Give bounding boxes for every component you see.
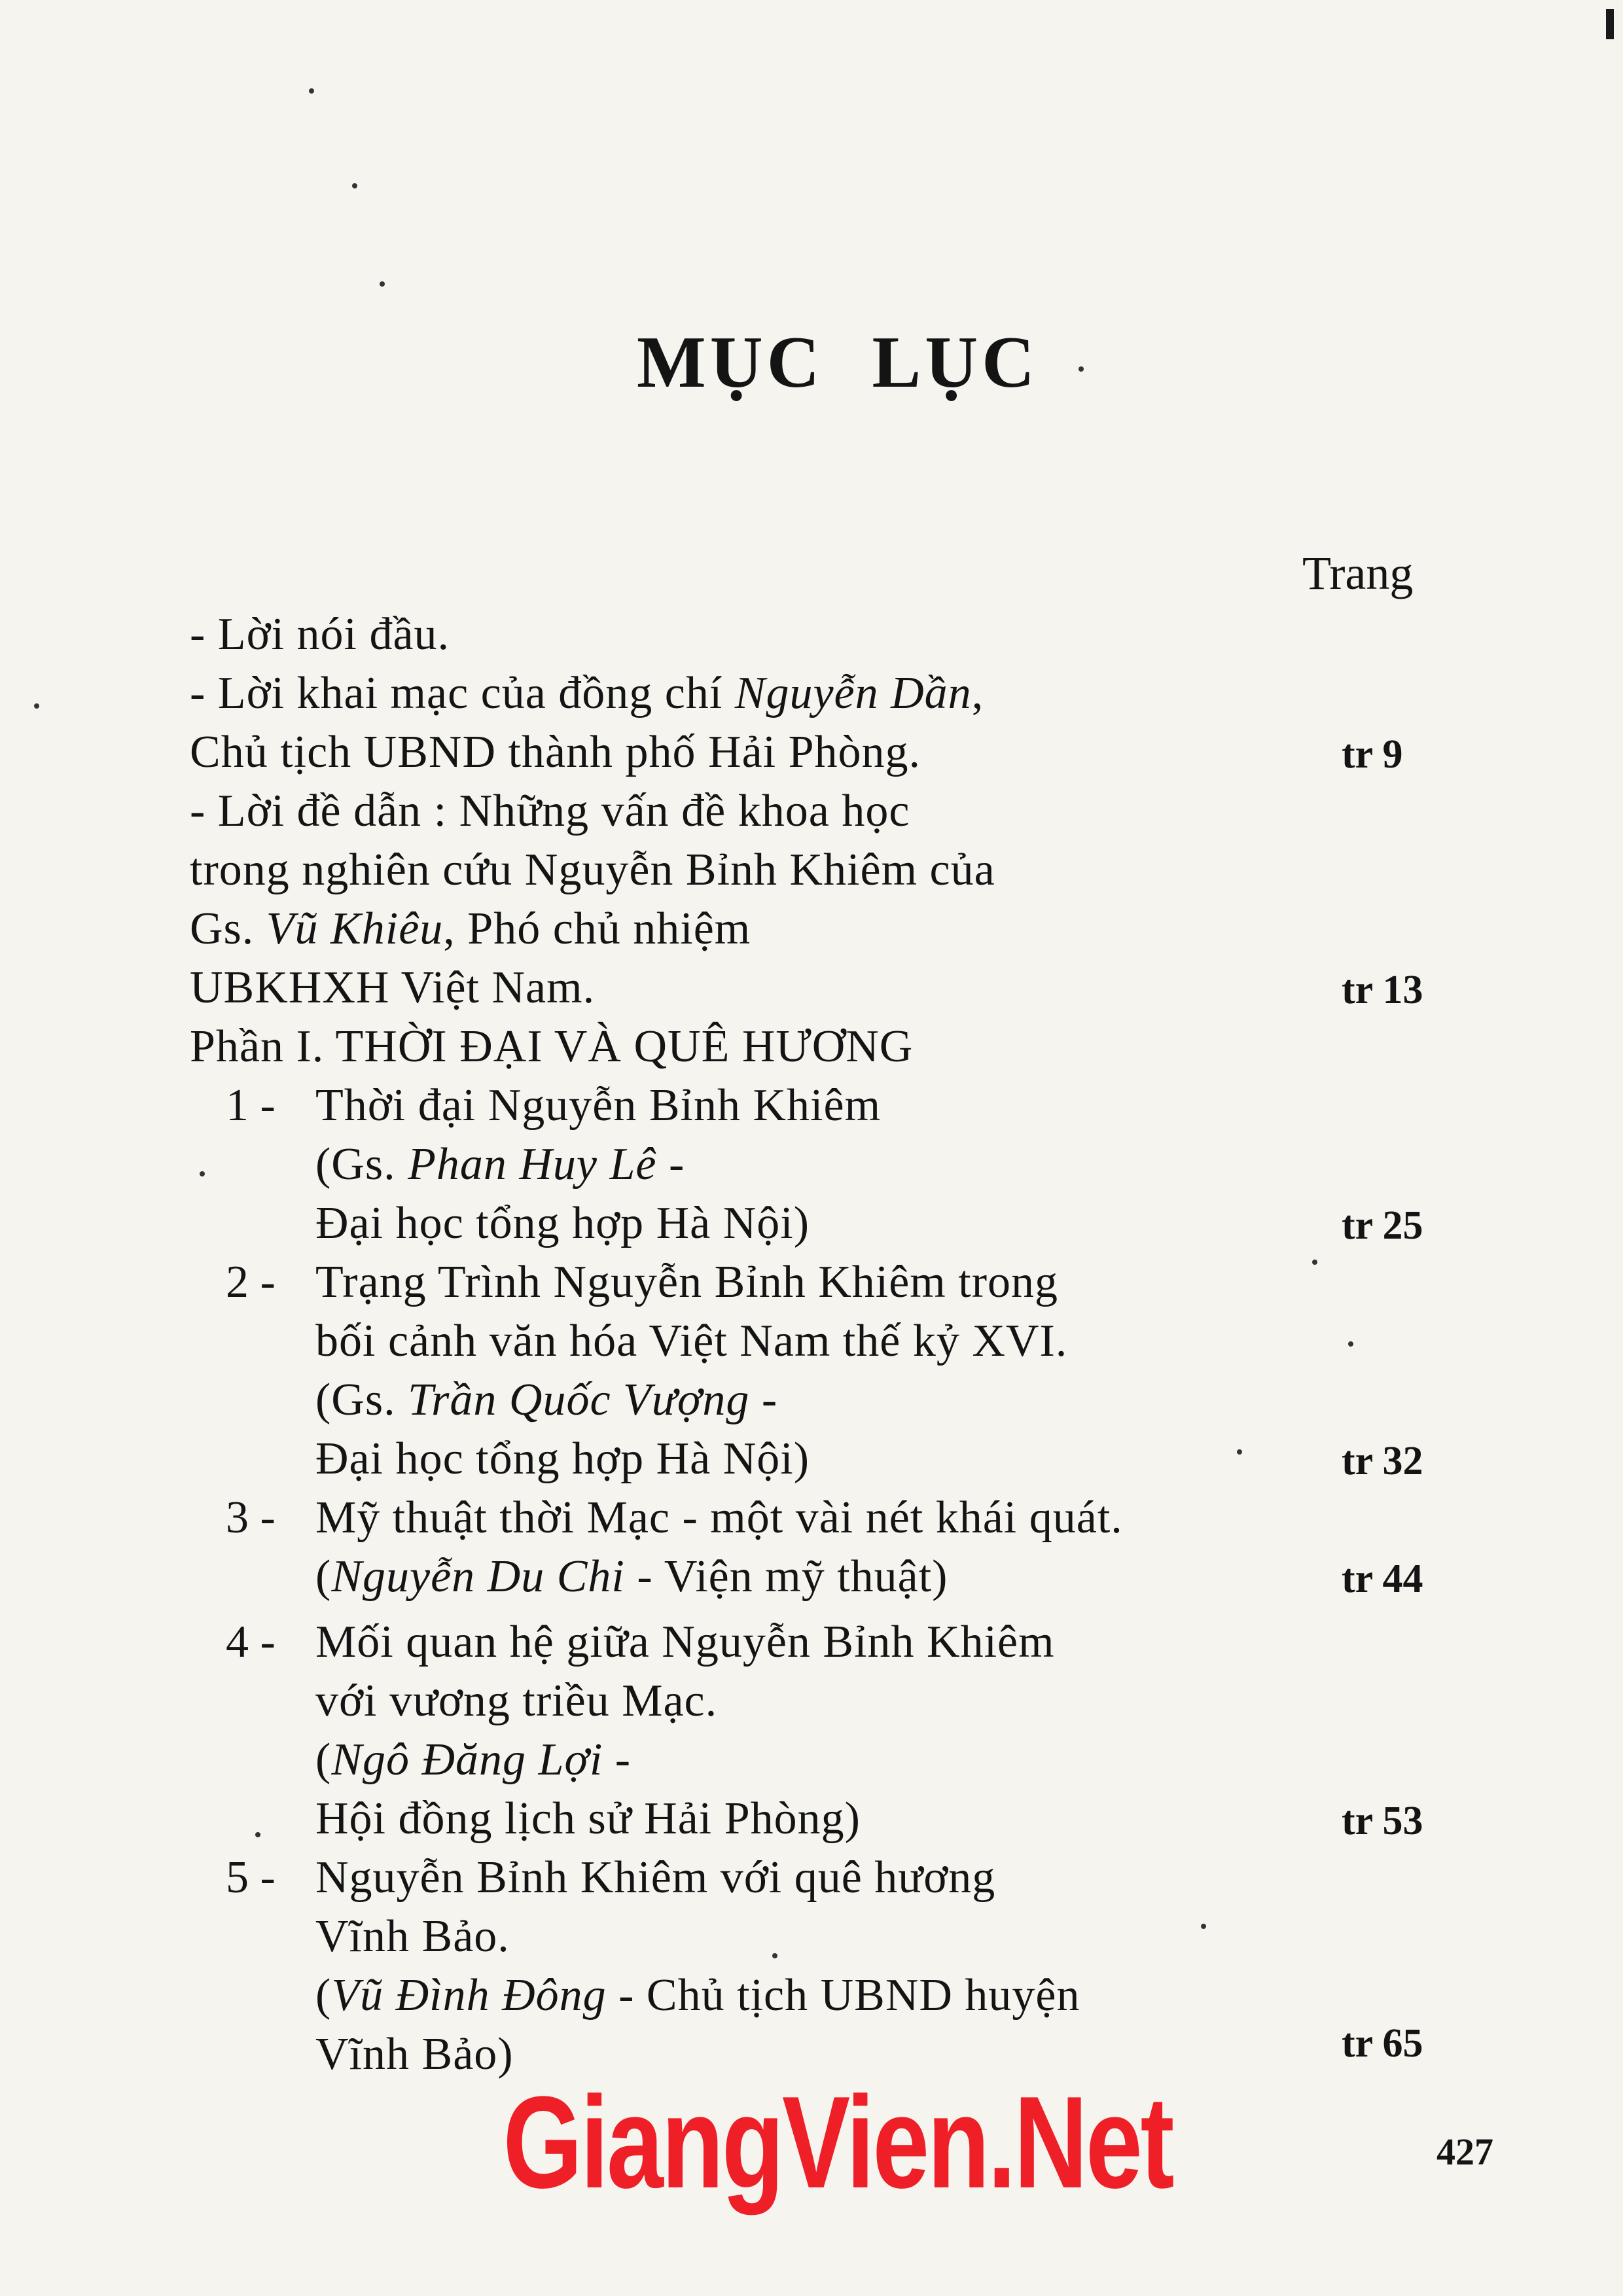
item-number: 5 -: [226, 1852, 276, 1903]
entry-text: Vĩnh Bảo.: [315, 1911, 510, 1962]
scan-speck: [1237, 1449, 1242, 1455]
scan-speck: [1201, 1924, 1206, 1929]
scan-speck: [255, 1832, 260, 1837]
item-number: 4 -: [226, 1617, 276, 1667]
author-name: Nguyễn Du Chi: [331, 1551, 625, 1602]
toc-entry-introduction-line2: [190, 847, 995, 893]
scan-edge-mark: [1606, 9, 1614, 39]
entry-text: Thời đại Nguyễn Bỉnh Khiêm: [315, 1080, 882, 1131]
toc-item-4-line4: [315, 1793, 861, 1844]
entry-text: (: [315, 1735, 332, 1785]
toc-entry-opening-speech-line2: [190, 727, 921, 777]
toc-entry-introduction: [190, 788, 910, 834]
entry-text: Hội đồng lịch sử Hải Phòng): [315, 1793, 861, 1844]
entry-text: (Gs.: [315, 1139, 408, 1190]
entry-text: Mỹ thuật thời Mạc - một vài nét khái quát.: [315, 1492, 1123, 1543]
toc-item-4-line3: [315, 1737, 631, 1783]
author-name: Phan Huy Lê: [408, 1139, 657, 1190]
toc-item-4-line2: [315, 1678, 717, 1724]
author-name: Ngô Đăng Lợi: [331, 1735, 603, 1785]
entry-text: (Gs.: [315, 1375, 408, 1425]
scan-speck: [309, 88, 314, 94]
entry-text: Mối quan hệ giữa Nguyễn Bỉnh Khiêm: [315, 1617, 1055, 1667]
toc-entry-introduction-line3: [190, 906, 751, 952]
entry-text: Vĩnh Bảo): [315, 2029, 514, 2079]
toc-item-5-line2: [315, 1911, 510, 1962]
entry-text: Nguyễn Bỉnh Khiêm với quê hương: [315, 1852, 996, 1903]
entry-text: -: [603, 1735, 632, 1785]
entry-text: Trạng Trình Nguyễn Bỉnh Khiêm trong: [315, 1257, 1059, 1307]
part-title: Phần I. THỜI ĐẠI VÀ QUÊ HƯƠNG: [190, 1021, 914, 1072]
toc-item-3-line2: [315, 1551, 948, 1602]
scan-speck: [1348, 1341, 1353, 1347]
author-name: Trần Quốc Vượng: [408, 1375, 750, 1425]
entry-text: Chủ tịch UBND thành phố Hải Phòng.: [190, 727, 921, 777]
page-ref: tr 13: [1342, 968, 1423, 1012]
entry-text: Gs.: [190, 904, 266, 954]
page-ref: tr 32: [1342, 1439, 1423, 1483]
author-name: Vũ Đình Đông: [331, 1970, 607, 2021]
toc-entry-introduction-line4: [190, 965, 595, 1011]
watermark-logo: GiangVien.Net: [503, 2070, 1173, 2216]
page-ref: tr 9: [1342, 732, 1403, 777]
item-number: 1 -: [226, 1080, 276, 1131]
page-title: MỤC LỤC: [637, 322, 1039, 403]
item-number: 3 -: [226, 1492, 276, 1543]
scan-speck: [34, 703, 39, 709]
folio-page-number: 427: [1436, 2130, 1493, 2173]
entry-text: - Viện mỹ thuật): [624, 1551, 948, 1602]
toc-entry-foreword: [190, 609, 450, 660]
toc-item-1-line2: [315, 1139, 685, 1190]
toc-item-2-line4: [315, 1436, 810, 1482]
scan-speck: [352, 183, 357, 188]
column-header-page: Trang: [1302, 547, 1414, 599]
item-number: 2 -: [226, 1257, 276, 1307]
entry-text: - Chủ tịch UBND huyện: [606, 1970, 1080, 2021]
toc-item-1: [315, 1080, 882, 1131]
entry-text: UBKHXH Việt Nam.: [190, 963, 596, 1013]
entry-text: -: [656, 1139, 685, 1190]
entry-text: - Lời khai mạc của đồng chí: [190, 668, 735, 718]
toc-item-2-line3: [315, 1377, 777, 1423]
author-name: Nguyễn Dần: [734, 668, 972, 718]
toc-item-3: [315, 1492, 1123, 1543]
page-ref: tr 65: [1342, 2021, 1423, 2066]
page-ref: tr 44: [1342, 1557, 1423, 1601]
entry-text: với vương triều Mạc.: [315, 1676, 718, 1726]
scan-speck: [772, 1953, 777, 1958]
author-name: Vũ Khiêu: [266, 904, 444, 954]
part-heading: [190, 1021, 914, 1072]
entry-text: ,: [971, 668, 984, 718]
toc-item-5: [315, 1852, 996, 1903]
toc-entry-opening-speech: [190, 668, 984, 718]
toc-item-2: [315, 1257, 1059, 1307]
scan-speck: [1312, 1260, 1317, 1265]
entry-text: (: [315, 1551, 332, 1602]
page-ref: tr 25: [1342, 1203, 1423, 1248]
entry-text: , Phó chủ nhiệm: [443, 904, 751, 954]
entry-text: - Lời nói đầu.: [190, 609, 450, 660]
entry-text: trong nghiên cứu Nguyễn Bỉnh Khiêm của: [190, 845, 995, 895]
page-ref: tr 53: [1342, 1799, 1423, 1843]
scan-speck: [1079, 366, 1084, 372]
entry-text: - Lời đề dẫn : Những vấn đề khoa học: [190, 786, 910, 836]
toc-item-1-line3: [315, 1198, 810, 1248]
entry-text: (: [315, 1970, 332, 2021]
scan-speck: [380, 281, 385, 287]
scan-speck: [200, 1171, 205, 1176]
entry-text: bối cảnh văn hóa Việt Nam thế kỷ XVI.: [315, 1316, 1068, 1366]
toc-item-4: [315, 1619, 1055, 1665]
toc-item-2-line2: [315, 1318, 1067, 1364]
entry-text: -: [749, 1375, 778, 1425]
entry-text: Đại học tổng hợp Hà Nội): [315, 1198, 810, 1248]
entry-text: Đại học tổng hợp Hà Nội): [315, 1434, 810, 1484]
toc-item-5-line3: [315, 1970, 1080, 2021]
